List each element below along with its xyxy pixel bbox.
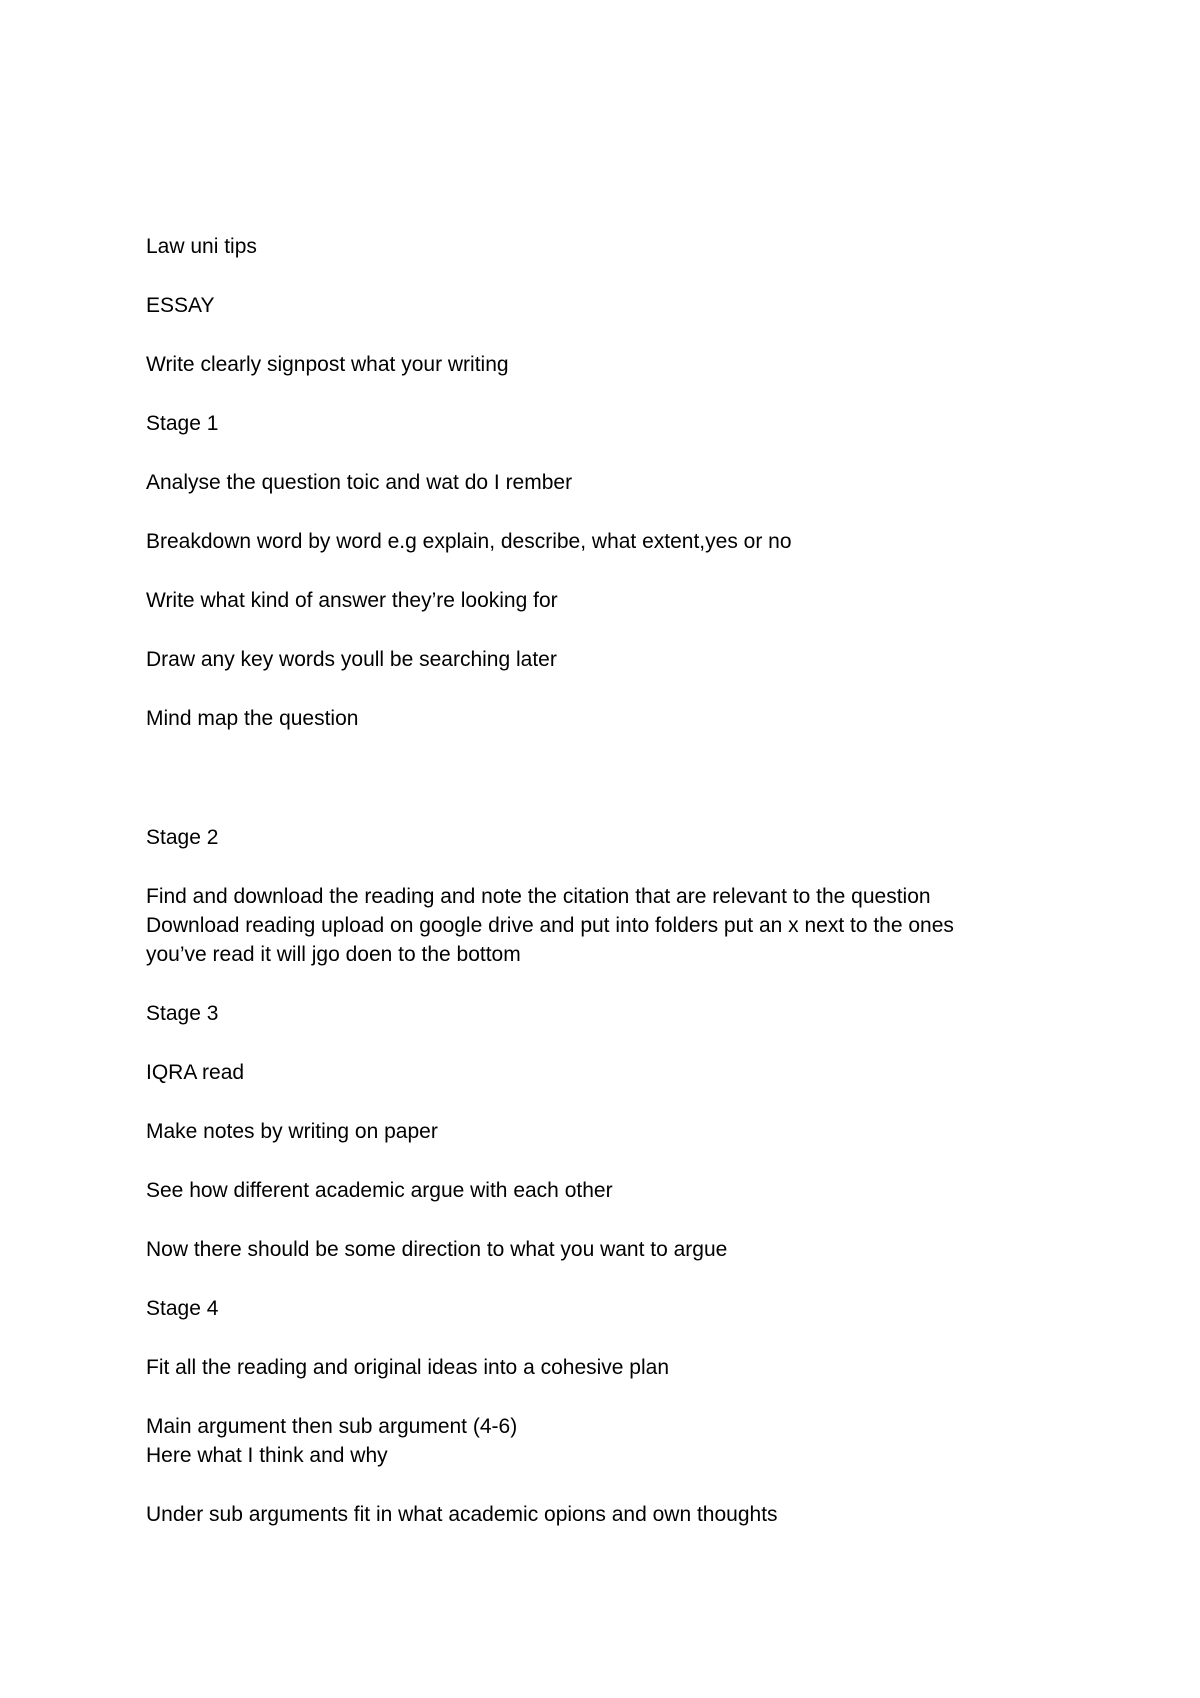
stage-4-item: Main argument then sub argument (4-6) Here what I think and why — [146, 1415, 518, 1467]
stage-4-item: Under sub arguments fit in what academic opions and own thoughts — [146, 1503, 778, 1526]
stage-4-item: Fit all the reading and original ideas into a cohesive plan — [146, 1356, 670, 1379]
stage-3-item: Make notes by writing on paper — [146, 1120, 438, 1143]
stage-2-block: Find and download the reading and note the citation that are relevant to the question Download reading upload on google drive and put into folders put an x next to the ones you’ve read it will jgo doen to the bottom — [146, 885, 954, 966]
document-title: Law uni tips — [146, 235, 257, 258]
stage-1-item: Analyse the question toic and wat do I rember — [146, 471, 573, 494]
stage-3-item: Now there should be some direction to what you want to argue — [146, 1238, 728, 1261]
section-heading-essay: ESSAY — [146, 294, 215, 317]
stage-2-heading: Stage 2 — [146, 826, 219, 849]
stage-3-heading: Stage 3 — [146, 1002, 219, 1025]
stage-1-item: Breakdown word by word e.g explain, describe, what extent,yes or no — [146, 530, 792, 553]
stage-3-item: IQRA read — [146, 1061, 245, 1084]
stage-1-item: Mind map the question — [146, 707, 359, 730]
blank-space — [146, 763, 1046, 823]
stage-1-item: Write what kind of answer they’re looking for — [146, 589, 558, 612]
document-body — [146, 232, 1046, 1559]
intro-line: Write clearly signpost what your writing — [146, 353, 509, 376]
stage-4-heading: Stage 4 — [146, 1297, 219, 1320]
stage-1-item: Draw any key words youll be searching later — [146, 648, 557, 671]
stage-3-item: See how different academic argue with each other — [146, 1179, 613, 1202]
stage-1-heading: Stage 1 — [146, 412, 219, 435]
